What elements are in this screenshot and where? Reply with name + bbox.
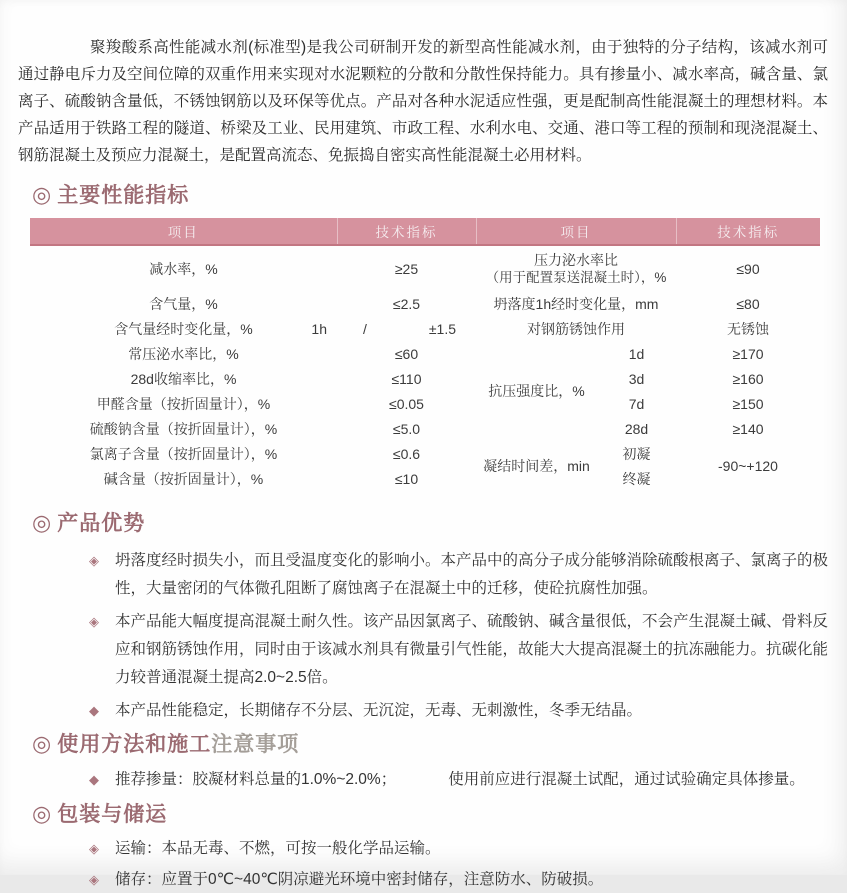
header-value-right: 技术指标 bbox=[676, 218, 820, 245]
transport-text: 运输：本品无毒、不燃，可按一般化学品运输。 bbox=[115, 840, 441, 857]
cell-value: ≤2.5 bbox=[392, 295, 421, 312]
diamond-bullet-icon: ◈ bbox=[89, 872, 99, 887]
table-row bbox=[30, 291, 820, 316]
diamond-bullet-icon: ◈ bbox=[89, 553, 99, 568]
section-title-usage-tail: 注意事项 bbox=[211, 733, 300, 756]
cell-item: 减水率，% bbox=[149, 260, 218, 277]
section-heading-packaging bbox=[32, 800, 828, 829]
cell-value: ≤60 bbox=[394, 345, 419, 362]
header-item-right: 项目 bbox=[476, 218, 676, 245]
cell-item: 对钢筋锈蚀作用 bbox=[527, 320, 625, 337]
cell-value: ≤10 bbox=[394, 470, 419, 487]
header-item-left: 项目 bbox=[30, 218, 337, 245]
cell-value: ≤0.05 bbox=[389, 395, 424, 412]
cell-item: 氯离子含量（按折固量计），% bbox=[89, 445, 278, 462]
cell-item: 含气量，% bbox=[149, 295, 218, 312]
section-heading-advantages bbox=[32, 509, 828, 538]
usage-trial-note: 使用前应进行混凝土试配，通过试验确定具体掺量。 bbox=[448, 771, 805, 788]
storage-text: 储存：应置于0℃~40℃阴凉避光环境中密封储存，注意防水、防破损。 bbox=[115, 871, 604, 888]
advantages-list bbox=[18, 547, 828, 725]
cell-sub-item: 1d bbox=[628, 345, 645, 362]
cell-item-line2: （用于配置泵送混凝土时），% bbox=[485, 269, 667, 285]
table-row bbox=[30, 441, 820, 466]
list-item bbox=[18, 836, 828, 862]
table-row bbox=[30, 316, 820, 341]
cell-sub-item: 28d bbox=[624, 420, 649, 437]
diamond-bullet-icon: ◈ bbox=[89, 841, 99, 856]
cell-value: ≥150 bbox=[732, 395, 764, 412]
advantage-text: 本产品性能稳定，长期储存不分层、无沉淀，无毒、无刺激性，冬季无结晶。 bbox=[115, 702, 643, 719]
cell-item: 坍落度1h经时变化量，mm bbox=[493, 295, 659, 312]
table-row bbox=[30, 245, 820, 291]
header-value-left: 技术指标 bbox=[337, 218, 476, 245]
diamond-bullet-icon: ◆ bbox=[89, 703, 99, 718]
diamond-bullet-icon: ◆ bbox=[89, 772, 99, 787]
cell-value: ≥170 bbox=[732, 345, 764, 362]
advantage-text: 本产品能大幅度提高混凝土耐久性。该产品因氯离子、硫酸钠、碱含量很低，不会产生混凝土碱、骨料反应和钢筋锈蚀作用，同时由于该减水剂具有微量引气性能，故能大大提高混凝土的抗冻融能力。抗碳化能力较普通混凝土提高2.0~2.5倍。 bbox=[115, 613, 829, 686]
cell-value: ≤110 bbox=[391, 370, 422, 387]
cell-value: ≥160 bbox=[732, 370, 764, 387]
table-row bbox=[30, 366, 820, 391]
section-heading-performance bbox=[32, 181, 828, 210]
cell-value: -90~+120 bbox=[718, 458, 778, 474]
intro-paragraph: 聚羧酸系高性能减水剂(标准型)是我公司研制开发的新型高性能减水剂，由于独特的分子结构，该减水剂可通过静电斥力及空间位障的双重作用来实现对水泥颗粒的分散和分散性保持能力。具有掺量小、减水率高，碱含量、氯离子、硫酸钠含量低，不锈蚀钢筋以及环保等优点。产品对各种水泥适应性强，更是配制高性能混凝土的理想材料。本产品适用于铁路工程的隧道、桥梁及工业、民用建筑、市政工程、水利水电、交通、港口等工程的预制和现浇混凝土、钢筋混凝土及预应力混凝土，是配置高流态、免振捣自密实高性能混凝土必用材料。 bbox=[18, 39, 828, 164]
list-item bbox=[18, 867, 828, 893]
cell-item: 硫酸钠含量（按折固量计），% bbox=[89, 420, 278, 437]
advantage-text: 坍落度经时损失小，而且受温度变化的影响小。本产品中的高分子成分能够消除硫酸根离子、氯离子的极性，大量密闭的气体微孔阻断了腐蚀离子在混凝土中的迁移，使砼抗腐性加强。 bbox=[115, 552, 829, 597]
section-marker-icon: ◎ bbox=[32, 510, 53, 535]
cell-item-label: 含气量经时变化量，% bbox=[114, 320, 253, 337]
diamond-bullet-icon: ◈ bbox=[89, 614, 99, 629]
packaging-list bbox=[18, 836, 828, 893]
cell-sub-item: 初凝 bbox=[622, 445, 651, 462]
cell-value: ≤80 bbox=[736, 295, 760, 312]
table-row bbox=[30, 391, 820, 416]
cell-item: 28d收缩率比，% bbox=[130, 370, 237, 387]
performance-table bbox=[30, 218, 820, 491]
cell-value: 无锈蚀 bbox=[727, 320, 769, 337]
table-header-row bbox=[30, 218, 820, 245]
section-marker-icon: ◎ bbox=[32, 801, 53, 826]
cell-item: 碱含量（按折固量计），% bbox=[103, 470, 264, 487]
cell-value: ≤5.0 bbox=[392, 420, 421, 437]
cell-item bbox=[476, 245, 676, 291]
cell-item: 甲醛含量（按折固量计），% bbox=[96, 395, 271, 412]
cell-item-extra: 1h bbox=[311, 320, 327, 337]
cell-sub-item: 3d bbox=[628, 370, 645, 387]
cell-sub-item: 7d bbox=[628, 395, 645, 412]
cell-value-number: ±1.5 bbox=[428, 320, 456, 337]
cell-item: 常压泌水率比，% bbox=[128, 345, 239, 362]
cell-item-line1: 压力泌水率比 bbox=[534, 251, 618, 268]
cell-value bbox=[337, 316, 476, 341]
cell-value-slash: / bbox=[363, 320, 367, 337]
cell-value: ≤90 bbox=[736, 260, 760, 277]
section-title-advantages: 产品优势 bbox=[57, 512, 146, 535]
cell-sub-item: 终凝 bbox=[622, 470, 651, 487]
cell-item bbox=[30, 316, 337, 341]
cell-value: ≥140 bbox=[732, 420, 764, 437]
section-marker-icon: ◎ bbox=[32, 182, 53, 207]
cell-value: ≥25 bbox=[394, 260, 419, 277]
cell-group-label: 抗压强度比，% bbox=[488, 383, 585, 399]
usage-text bbox=[115, 766, 828, 794]
usage-note bbox=[18, 766, 828, 794]
section-title-performance: 主要性能指标 bbox=[57, 184, 190, 207]
list-item bbox=[18, 697, 828, 725]
list-item bbox=[18, 608, 828, 692]
section-title-packaging: 包装与储运 bbox=[57, 803, 168, 826]
usage-dosage: 推荐掺量：胶凝材料总量的1.0%~2.0%； bbox=[115, 771, 397, 788]
table-row bbox=[30, 341, 820, 366]
cell-group-label: 凝结时间差，min bbox=[483, 458, 590, 474]
section-title-usage-main: 使用方法和施工 bbox=[57, 733, 212, 756]
section-heading-usage bbox=[32, 730, 828, 759]
table-row bbox=[30, 416, 820, 441]
cell-value: ≤0.6 bbox=[392, 445, 421, 462]
list-item bbox=[18, 547, 828, 603]
section-marker-icon: ◎ bbox=[32, 731, 53, 756]
